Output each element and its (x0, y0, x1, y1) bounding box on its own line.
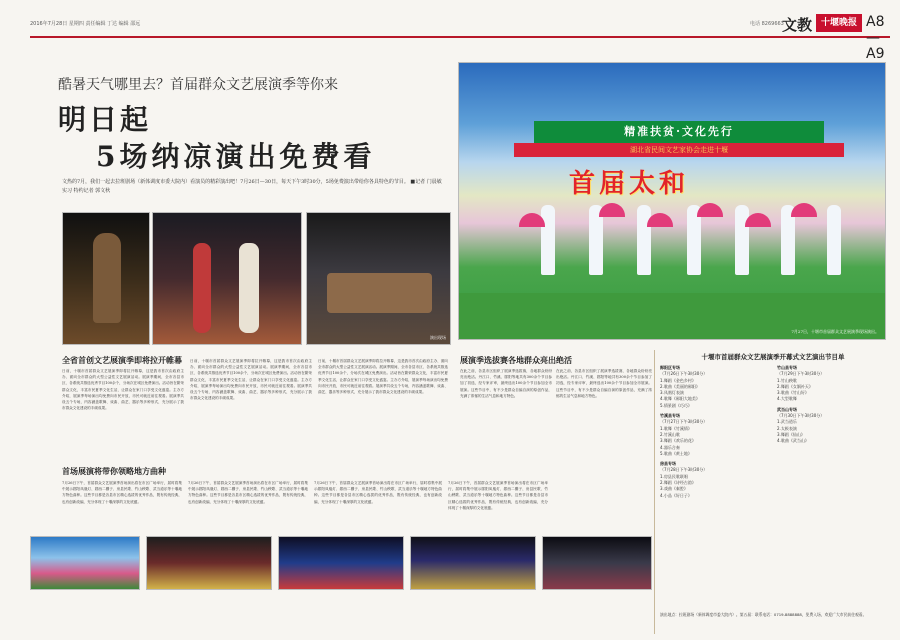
musicians-group (327, 273, 432, 313)
section-3-title: 展演季选拔赛各地群众亮出绝活 (460, 355, 572, 365)
column-divider (654, 350, 655, 634)
program-item: 1.房县民歌联唱 (660, 473, 688, 479)
section-name: 文教 (782, 16, 813, 34)
schedule-footer: 演出地点：拉班剧场（新体调度市委大院内）。第五届：联系电话：0719-8888888，免费入场，欢迎广大市民前往观看。 (660, 612, 867, 617)
stage-banner-red: 湖北省民间文艺家协会走进十堰 (514, 143, 844, 157)
group-head: 竹山县专场 (777, 365, 797, 370)
program-item: 1.竹山秧歌 (777, 377, 797, 383)
headline-kicker: 酷暑天气哪里去？首届群众文艺展演季等你来 (58, 77, 338, 93)
thumbnail-photo-5 (542, 536, 652, 590)
program-schedule (660, 352, 886, 612)
group-head: 竹溪县专场 (660, 413, 680, 419)
byline: ■记者 门晨敏 实习 特约记者 郭文秋 (62, 179, 442, 194)
program-item: 3.歌曲《竹山好》 (777, 390, 809, 396)
section-2-text-col-3: 7月26日下午，首届群众文艺展演季首场演出将在市区广场举行，届时将集中展示郧阳凤凰灯、郧西二棚子、房县民歌、竹山秧歌、武当道乐等十堰地方特色曲种。这些节目都是各县市区精心选拔的优秀作品，既有传统经典，也有创新改编，充分体现了十堰深厚的文化底蕴。 (314, 481, 442, 504)
program-item: 5.歌曲《黄土地》 (660, 450, 692, 456)
program-item: 1.舞蹈《金色乡村》 (660, 377, 696, 383)
schedule-group (660, 461, 769, 499)
dancer-fan (791, 203, 817, 217)
program-item: 2.舞蹈《女娲补天》 (777, 383, 813, 389)
schedule-group (660, 365, 769, 409)
section-2-text-col-2: 7月26日下午，首届群众文艺展演季首场演出将在市区广场举行，届时将集中展示郧阳凤凰灯、郧西二棚子、房县民歌、竹山秧歌、武当道乐等十堰地方特色曲种。这些节目都是各县市区精心选拔的优秀作品，既有传统经典，也有创新改编，充分体现了十堰深厚的文化底蕴。 (188, 481, 308, 504)
headline-line-2: 5场纳凉演出免费看 (96, 140, 376, 173)
dancer-figure (735, 205, 749, 275)
section-1-text-col-2: 日前，十堰市首届群众文艺展演季即将拉开帷幕，这是我市首次由政府主办、面向全市群众的大型公益性文艺展演活动。展演季期间，全市各县市区、各系统共推选优秀节目100余个，分场次在城区免费演出。活动旨在繁荣群众文化，丰富市民夏季文化生活，让群众在家门口享受文化盛宴。主办方介绍，展演季每场演出均免费向市民开放，市民可就近前往观看。展演季共设五个专场，内容涵盖歌舞、戏曲、曲艺、器乐等多种形式，充分展示了我市群众文化建设的丰硕成果。 (190, 359, 312, 401)
performer-figure (193, 243, 211, 333)
program-item: 4.器乐合奏 (660, 444, 680, 450)
photo-3-caption: 演出现场 (430, 335, 446, 340)
program-item: 4.小品《好日子》 (660, 492, 692, 498)
section-2-text-col-1: 7月26日下午，首届群众文艺展演季首场演出将在市区广场举行，届时将集中展示郧阳凤凰灯、郧西二棚子、房县民歌、竹山秧歌、武当道乐等十堰地方特色曲种。这些节目都是各县市区精心选拔的优秀作品，既有传统经典，也有创新改编，充分体现了十堰深厚的文化底蕴。 (62, 481, 182, 504)
thumbnail-photo-3 (278, 536, 404, 590)
dancer-figure (827, 205, 841, 275)
section-1-text-col-3: 日前，十堰市首届群众文艺展演季即将拉开帷幕，这是我市首次由政府主办、面向全市群众的大型公益性文艺展演活动。展演季期间，全市各县市区、各系统共推选优秀节目100余个，分场次在城区免费演出。活动旨在繁荣群众文化，丰富市民夏季文化生活，让群众在家门口享受文化盛宴。主办方介绍，展演季每场演出均免费向市民开放，市民可就近前往观看。展演季共设五个专场，内容涵盖歌舞、戏曲、曲艺、器乐等多种形式，充分展示了我市群众文化建设的丰硕成果。 (318, 359, 448, 395)
group-date: （7月28日下午3时30分） (660, 467, 708, 473)
program-item: 2.竹溪山歌 (660, 431, 680, 437)
performer-photo-3 (306, 212, 451, 345)
section-2-title: 首场展演将带你领略地方曲种 (62, 466, 166, 476)
program-item: 3.舞蹈《仙山》 (777, 431, 805, 437)
group-head: 武当山专场 (777, 406, 797, 412)
program-item: 5.情景剧《巧巧》 (660, 402, 692, 408)
dancer-figure (541, 205, 555, 275)
dancer-fan (599, 203, 625, 217)
thumbnail-photo-1 (30, 536, 140, 590)
schedule-group (777, 365, 886, 403)
program-item: 2.歌曲《美丽的郧阳》 (660, 383, 700, 389)
program-item: 2.太极表演 (777, 425, 797, 431)
program-item: 1.武当道乐 (777, 419, 797, 425)
header-date: 2016年7月28日 星期四 责任编辑 丁达 编辑 邵远 (30, 21, 141, 27)
program-item: 4.大型歌舞 (777, 396, 797, 402)
lead-paragraph (62, 178, 442, 196)
dancer-fan (697, 203, 723, 217)
page-numbers: A8—A9 (866, 14, 885, 62)
group-head: 房县专场 (660, 461, 676, 467)
stage-banner-green: 精准扶贫·文化先行 (534, 121, 824, 143)
section-1-title: 全省首创文艺展演季即将拉开帷幕 (62, 355, 182, 365)
program-item: 4.歌舞《郧阳大地美》 (660, 396, 700, 402)
group-date: （7月29日下午3时30分） (777, 371, 825, 377)
performer-photo-2 (152, 212, 302, 345)
program-item: 3.舞蹈《欢乐的花》 (660, 438, 696, 444)
section-2-text-col-4: 7月26日下午，首届群众文艺展演季首场演出将在市区广场举行，届时将集中展示郧阳凤凰灯、郧西二棚子、房县民歌、竹山秧歌、武当道乐等十堰地方特色曲种。这些节目都是各县市区精心选拔的优秀作品，既有传统经典，也有创新改编，充分体现了十堰深厚的文化底蕴。 (448, 481, 548, 510)
dancer-figure (637, 205, 651, 275)
section-1-text-col-1: 日前，十堰市首届群众文艺展演季即将拉开帷幕，这是我市首次由政府主办、面向全市群众的大型公益性文艺展演活动。展演季期间，全市各县市区、各系统共推选优秀节目100余个，分场次在城区免费演出。活动旨在繁荣群众文化，丰富市民夏季文化生活，让群众在家门口享受文化盛宴。主办方介绍，展演季每场演出均免费向市民开放，市民可就近前往观看。展演季共设五个专场，内容涵盖歌舞、戏曲、曲艺、器乐等多种形式，充分展示了我市群众文化建设的丰硕成果。 (62, 369, 184, 411)
stage-backdrop-text: 首届太和 (569, 169, 690, 199)
program-item: 1.歌舞《竹溪情》 (660, 425, 692, 431)
dancer-fan (745, 213, 771, 227)
newspaper-logo: 十堰晚报 (816, 14, 862, 32)
performer-figure (93, 233, 121, 323)
lead-text: 文热的7月，我们一起去拉班剧场（新体调度市委大院内）看演员的精彩演出吧！7月26日—30日，每天下午3时30分，5场免费演出带给你各具特色的节目。 (62, 179, 409, 185)
section-3-text-col-1: 在此之前，各县市区组织了展演季选拔赛，各地群众纷纷亮出绝活。丹江口、竹溪、郧阳等地共有300余个节目参加了初选，经专家评审，最终选出100余个节目参加全市展演。这些节目中，有不少是群众自编自演的原创作品，充满了浓郁的生活气息和地方特色。 (460, 369, 552, 398)
schedule-column-left (660, 365, 769, 499)
performer-photo-1 (62, 212, 150, 345)
program-item: 3.戏曲《秦腔》 (660, 486, 688, 492)
program-item: 2.舞蹈《诗经古韵》 (660, 480, 696, 486)
main-stage-photo (458, 62, 886, 340)
program-item: 4.歌曲《武当山》 (777, 438, 809, 444)
schedule-title: 十堰市首届群众文艺展演季开幕式文艺演出节目单 (701, 353, 845, 361)
schedule-column-right (777, 365, 886, 499)
header-phone: 电话 8269663 (750, 21, 784, 27)
group-date: （7月26日下午3时30分） (660, 371, 708, 377)
group-date: （7月27日下午3时30分） (660, 419, 708, 425)
thumbnail-photo-2 (146, 536, 272, 590)
performer-figure (239, 243, 259, 333)
program-item: 3.凤凰灯表演 (660, 390, 684, 396)
main-photo-caption: 7月27日，十堰市首届群众文艺展演季现场演出。 (791, 329, 879, 334)
schedule-group (777, 407, 886, 445)
headline-line-1: 明日起 (58, 103, 152, 136)
page-header (30, 10, 890, 62)
group-date: （7月30日下午3时30分） (777, 413, 825, 419)
schedule-group (660, 413, 769, 457)
section-3-text-col-2: 在此之前，各县市区组织了展演季选拔赛，各地群众纷纷亮出绝活。丹江口、竹溪、郧阳等地共有300余个节目参加了初选，经专家评审，最终选出100余个节目参加全市展演。这些节目中，有不少是群众自编自演的原创作品，充满了浓郁的生活气息和地方特色。 (556, 369, 652, 398)
dancer-fan (647, 213, 673, 227)
group-head: 郧阳区专场 (660, 365, 680, 370)
thumbnail-photo-4 (410, 536, 536, 590)
